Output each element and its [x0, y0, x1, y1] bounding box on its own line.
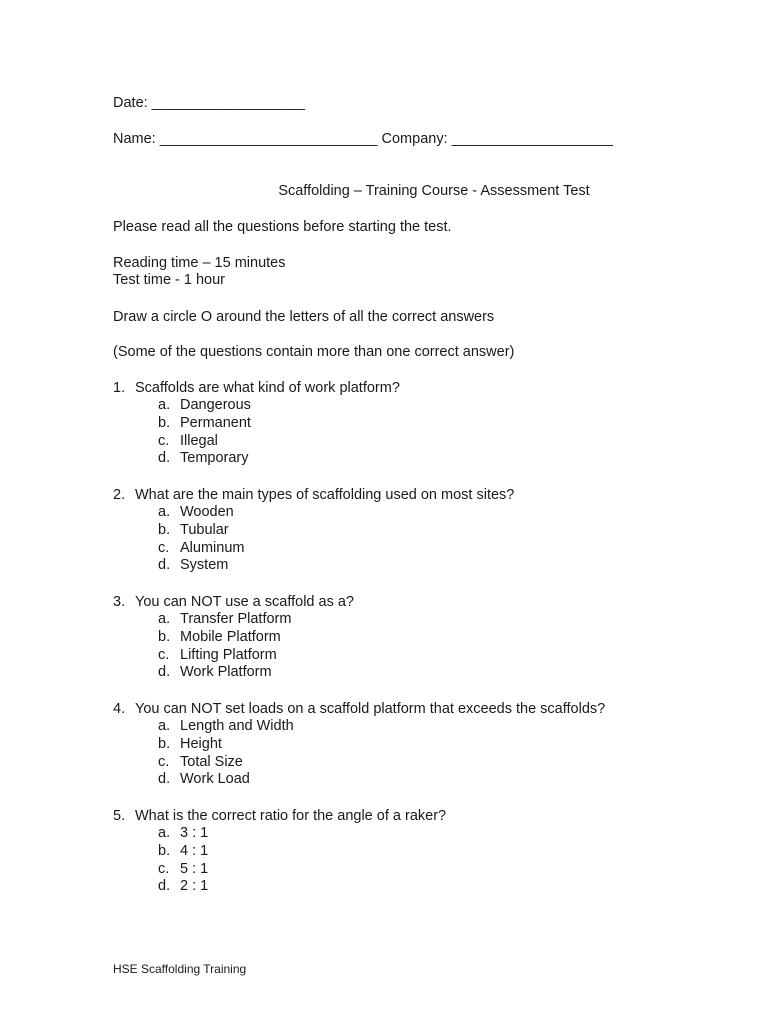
answer-option[interactable]	[113, 522, 514, 540]
answer-option[interactable]	[113, 557, 514, 575]
answer-option[interactable]	[113, 450, 400, 468]
option-letter: c.	[158, 432, 170, 449]
option-text: Dangerous	[180, 397, 251, 413]
option-letter: d.	[158, 771, 171, 788]
answer-options	[113, 825, 446, 896]
answer-options	[113, 611, 354, 682]
question-number: 3.	[113, 594, 126, 610]
option-letter: a.	[158, 825, 171, 841]
question-3	[113, 593, 354, 682]
option-text: 3 : 1	[180, 825, 209, 841]
date-line	[113, 94, 305, 112]
option-text: Work Load	[180, 771, 250, 788]
answer-options	[113, 718, 605, 789]
option-letter: d.	[158, 557, 171, 574]
answer-option[interactable]	[113, 397, 400, 415]
question-prompt: You can NOT use a scaffold as a?	[135, 594, 354, 610]
option-letter: a.	[158, 504, 171, 520]
answer-option[interactable]	[113, 861, 446, 879]
answer-option[interactable]	[113, 754, 605, 772]
option-letter: c.	[158, 753, 170, 770]
answer-option[interactable]	[113, 843, 446, 861]
answer-option[interactable]	[113, 647, 354, 665]
question-number: 2.	[113, 487, 126, 503]
option-text: Length and Width	[180, 718, 294, 734]
option-letter: d.	[158, 878, 171, 895]
option-letter: b.	[158, 521, 171, 538]
option-letter: a.	[158, 397, 171, 413]
option-text: Mobile Platform	[180, 628, 281, 645]
option-text: System	[180, 557, 229, 574]
option-text: 4 : 1	[180, 842, 209, 859]
question-text	[113, 807, 446, 825]
answer-option[interactable]	[113, 629, 354, 647]
option-text: Height	[180, 735, 222, 752]
option-text: Lifting Platform	[180, 646, 277, 663]
option-text: Work Platform	[180, 664, 272, 681]
instruction-reading-time: Reading time – 15 minutes	[113, 255, 286, 271]
question-number: 5.	[113, 808, 126, 824]
option-text: 5 : 1	[180, 860, 209, 877]
answer-options	[113, 504, 514, 575]
question-text	[113, 379, 400, 397]
question-text	[113, 700, 605, 718]
date-blank[interactable]: ___________________	[151, 95, 305, 111]
option-text: Temporary	[180, 450, 249, 467]
page-footer: HSE Scaffolding Training	[113, 962, 247, 976]
option-letter: c.	[158, 646, 170, 663]
company-blank[interactable]: ____________________	[451, 131, 613, 147]
question-number: 4.	[113, 701, 126, 717]
answer-option[interactable]	[113, 611, 354, 629]
answer-option[interactable]	[113, 878, 446, 896]
answer-option[interactable]	[113, 433, 400, 451]
option-letter: b.	[158, 735, 171, 752]
answer-options	[113, 397, 400, 468]
answer-option[interactable]	[113, 771, 605, 789]
question-4	[113, 700, 605, 789]
question-text	[113, 593, 354, 611]
question-number: 1.	[113, 380, 126, 396]
option-text: Total Size	[180, 753, 243, 770]
option-text: Transfer Platform	[180, 611, 292, 627]
answer-option[interactable]	[113, 415, 400, 433]
option-text: Illegal	[180, 432, 218, 449]
option-letter: a.	[158, 718, 171, 734]
question-prompt: Scaffolds are what kind of work platform?	[135, 380, 400, 396]
option-letter: d.	[158, 664, 171, 681]
option-text: Permanent	[180, 414, 251, 431]
option-text: 2 : 1	[180, 878, 209, 895]
name-label: Name:	[113, 131, 156, 147]
instruction-test-time: Test time - 1 hour	[113, 272, 226, 288]
answer-option[interactable]	[113, 540, 514, 558]
date-label: Date:	[113, 95, 148, 111]
page-title: Scaffolding – Training Course - Assessment Test	[278, 183, 590, 199]
question-1	[113, 379, 400, 468]
answer-option[interactable]	[113, 825, 446, 843]
option-letter: c.	[158, 539, 170, 556]
question-prompt: You can NOT set loads on a scaffold platform that exceeds the scaffolds?	[135, 701, 606, 717]
option-letter: a.	[158, 611, 171, 627]
question-prompt: What are the main types of scaffolding used on most sites?	[135, 487, 515, 503]
name-blank[interactable]: ___________________________	[159, 131, 378, 147]
answer-option[interactable]	[113, 504, 514, 522]
option-text: Tubular	[180, 521, 229, 538]
option-letter: b.	[158, 414, 171, 431]
answer-option[interactable]	[113, 664, 354, 682]
question-text	[113, 486, 514, 504]
instruction-read-first: Please read all the questions before starting the test.	[113, 219, 452, 235]
option-letter: b.	[158, 628, 171, 645]
question-5	[113, 807, 446, 896]
option-text: Aluminum	[180, 539, 245, 556]
option-letter: b.	[158, 842, 171, 859]
question-prompt: What is the correct ratio for the angle of a raker?	[135, 808, 447, 824]
instruction-note: (Some of the questions contain more than one correct answer)	[113, 344, 515, 360]
answer-option[interactable]	[113, 736, 605, 754]
instruction-draw-circle: Draw a circle O around the letters of all the correct answers	[113, 309, 495, 325]
question-2	[113, 486, 514, 575]
option-letter: c.	[158, 860, 170, 877]
company-label: Company:	[381, 131, 448, 147]
option-text: Wooden	[180, 504, 234, 520]
answer-option[interactable]	[113, 718, 605, 736]
option-letter: d.	[158, 450, 171, 467]
name-company-line	[113, 130, 613, 148]
